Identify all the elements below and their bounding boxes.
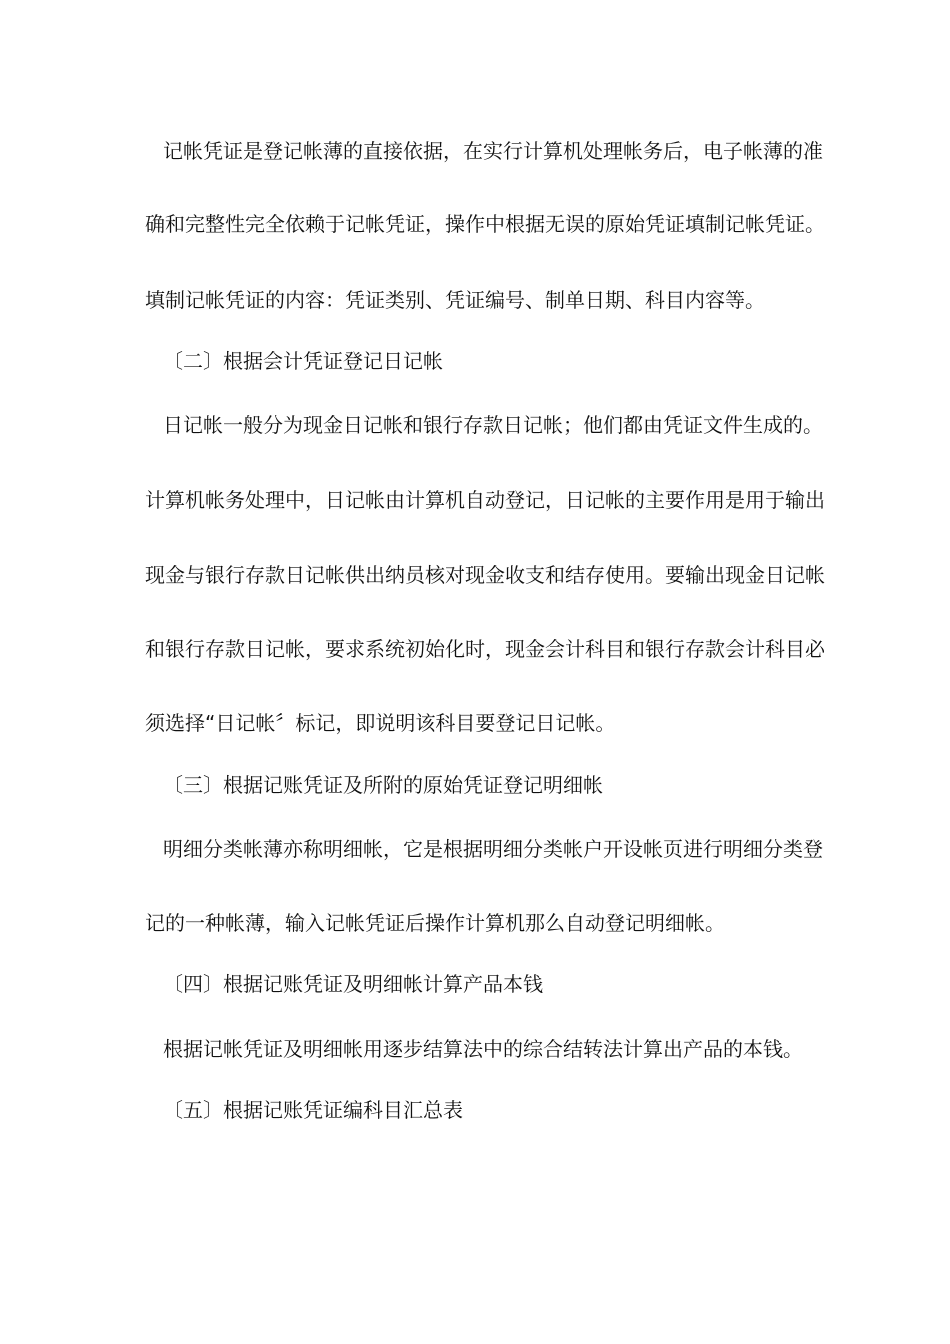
paragraph-line: 记的一种帐薄，输入记帐凭证后操作计算机那么自动登记明细帐。	[145, 911, 725, 935]
paragraph-line: 须选择“日记帐〞标记，即说明该科目要登记日记帐。	[145, 711, 616, 735]
paragraph-line: 根据记帐凭证及明细帐用逐步结算法中的综合结转法计算出产品的本钱。	[163, 1037, 803, 1061]
paragraph-line: 明细分类帐薄亦称明细帐，它是根据明细分类帐户开设帐页进行明细分类登	[163, 837, 823, 861]
paragraph-line: 记帐凭证是登记帐薄的直接依据，在实行计算机处理帐务后，电子帐薄的准	[163, 139, 823, 163]
paragraph-line: 填制记帐凭证的内容：凭证类别、凭证编号、制单日期、科目内容等。	[145, 288, 765, 312]
paragraph-line: 计算机帐务处理中，日记帐由计算机自动登记，日记帐的主要作用是用于输出	[145, 488, 825, 512]
section-heading: 〔五〕根据记账凭证编科目汇总表	[163, 1098, 463, 1122]
paragraph-line: 确和完整性完全依赖于记帐凭证，操作中根据无误的原始凭证填制记帐凭证。	[145, 212, 825, 236]
paragraph-line: 和银行存款日记帐，要求系统初始化时，现金会计科目和银行存款会计科目必	[145, 637, 825, 661]
section-heading: 〔二〕根据会计凭证登记日记帐	[163, 349, 443, 373]
paragraph-line: 现金与银行存款日记帐供出纳员核对现金收支和结存使用。要输出现金日记帐	[145, 563, 825, 587]
section-heading: 〔三〕根据记账凭证及所附的原始凭证登记明细帐	[163, 773, 603, 797]
paragraph-line: 日记帐一般分为现金日记帐和银行存款日记帐；他们都由凭证文件生成的。	[163, 413, 823, 437]
section-heading: 〔四〕根据记账凭证及明细帐计算产品本钱	[163, 972, 543, 996]
